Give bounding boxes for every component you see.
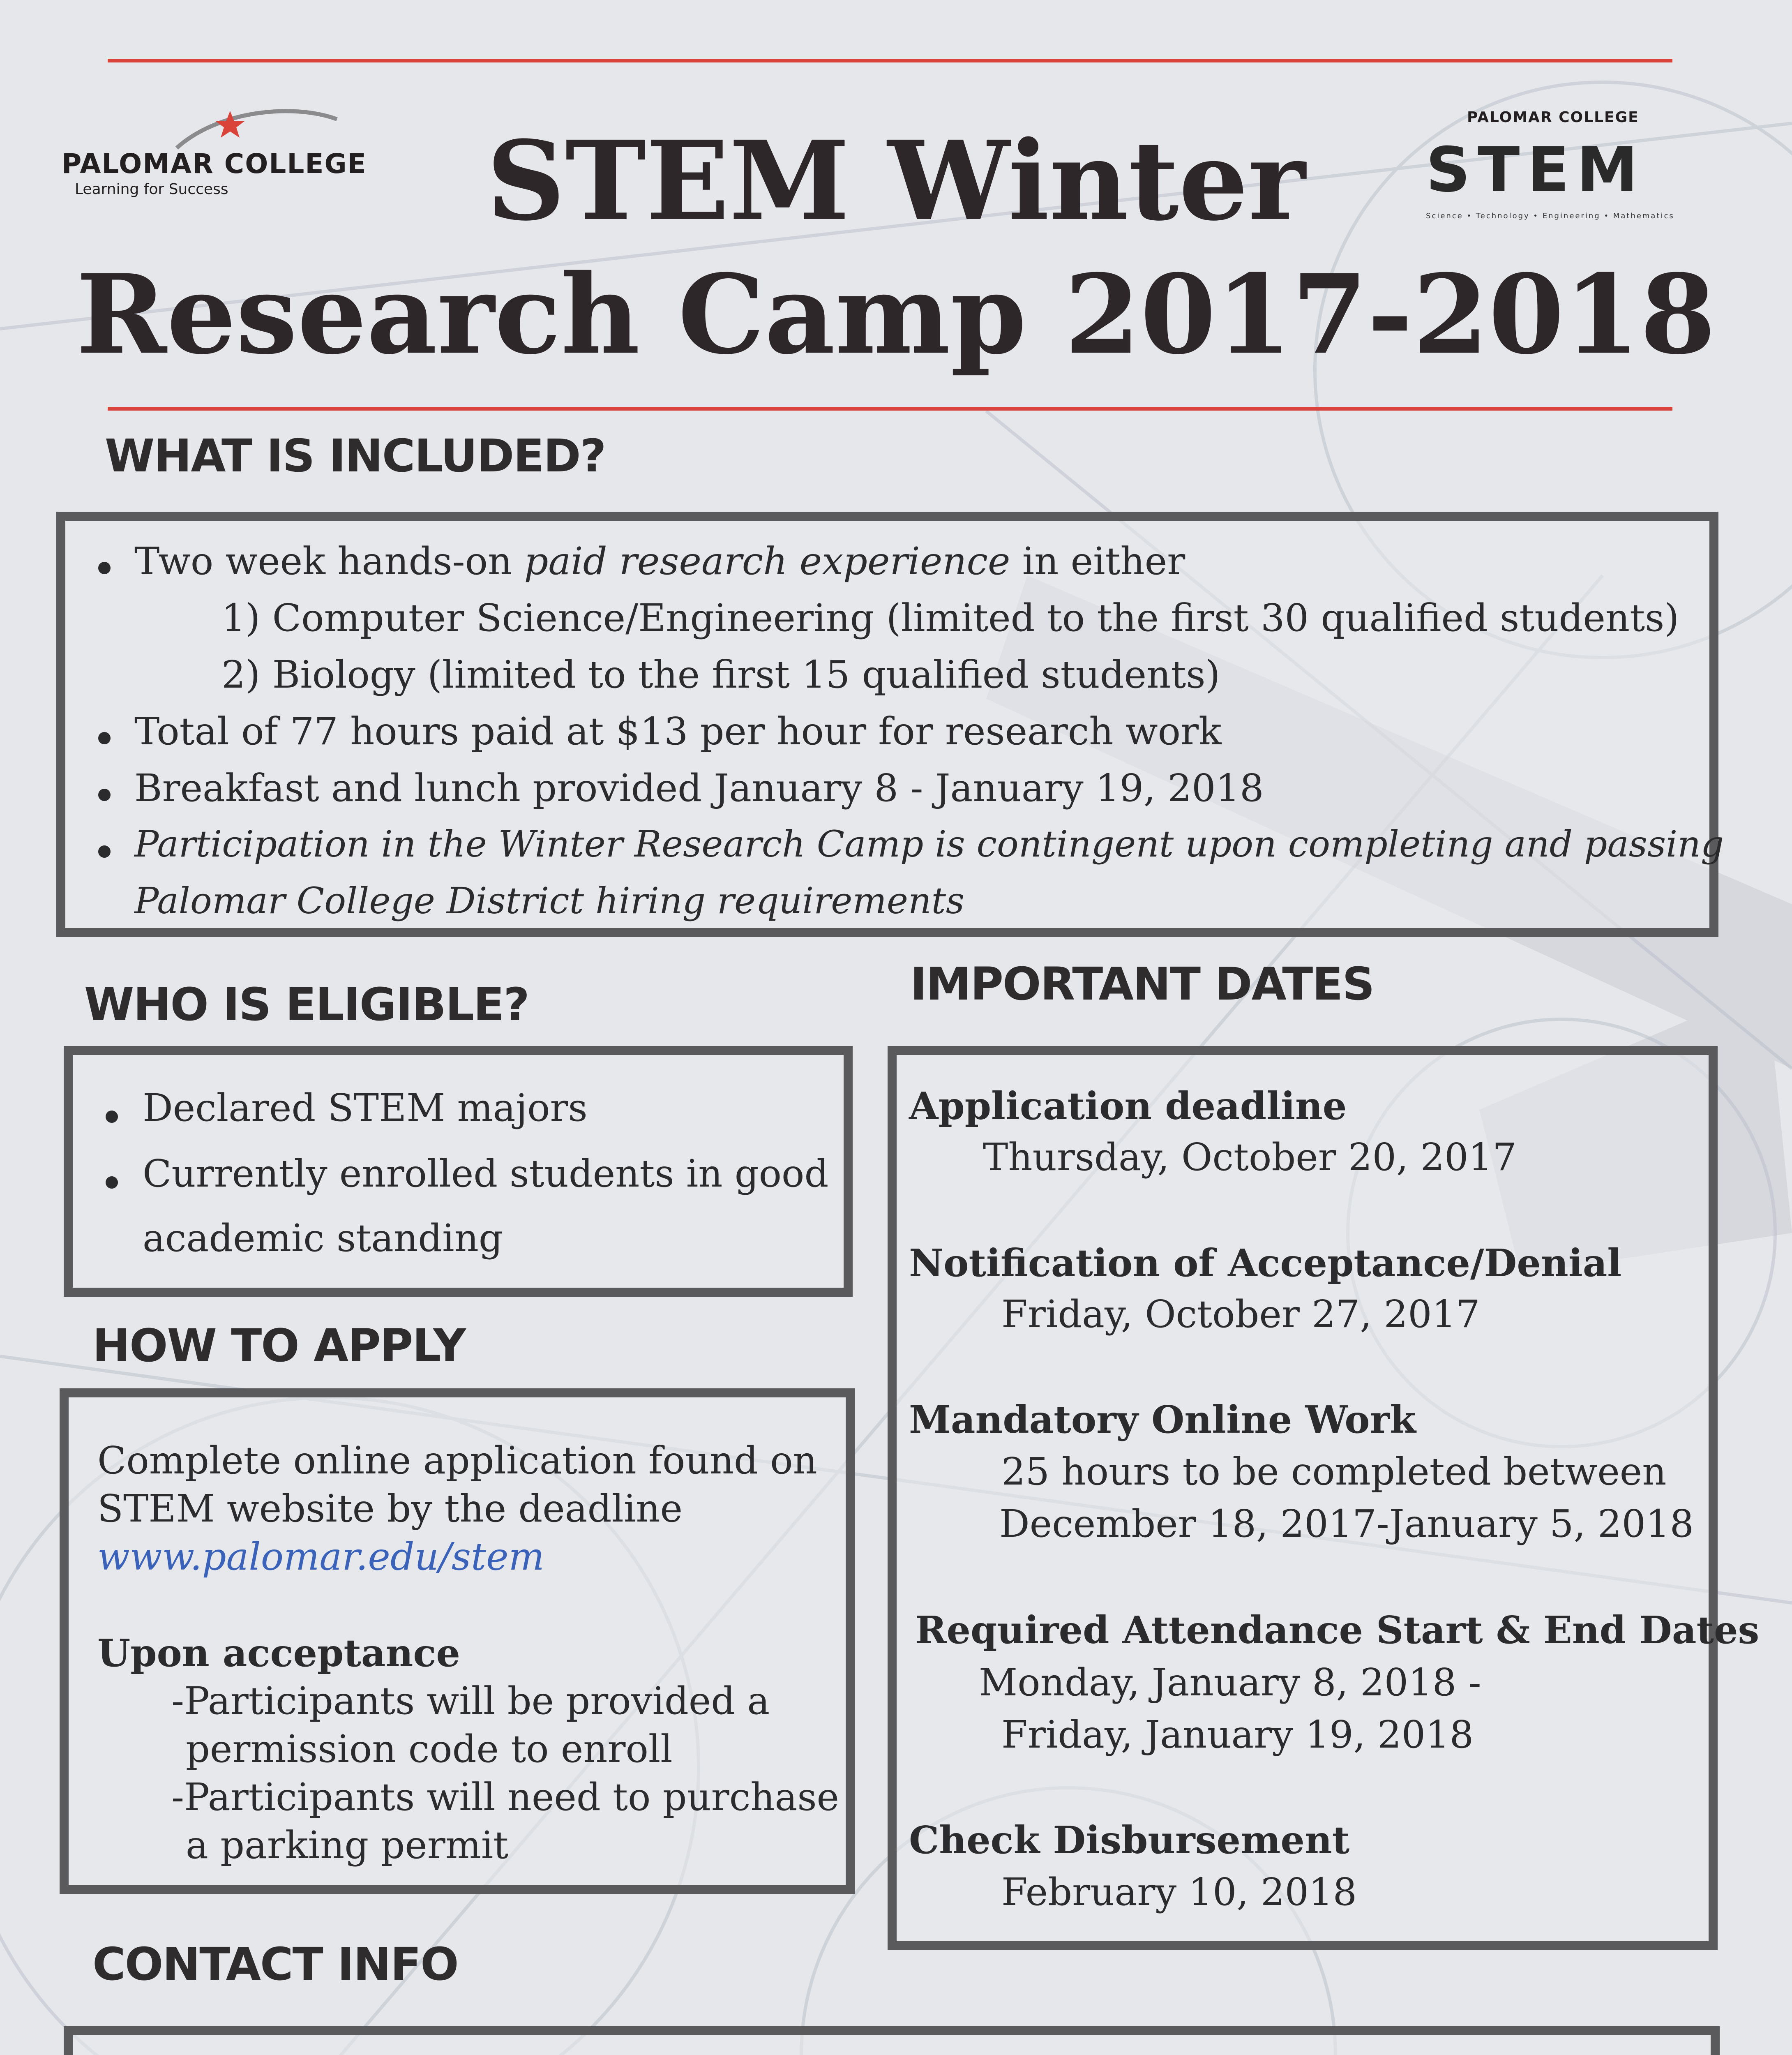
page-title-line1: STEM Winter xyxy=(486,117,1306,245)
bullet-icon xyxy=(106,1111,118,1123)
included-item-1-post: in either xyxy=(1010,539,1185,583)
included-item-3: Breakfast and lunch provided January 8 - January 19, 2018 xyxy=(134,766,1264,810)
apply-step-1-line1: -Participants will be provided a xyxy=(171,1679,770,1723)
apply-line-1: Complete online application found on xyxy=(97,1438,817,1482)
date-notification-label: Notification of Acceptance/Denial xyxy=(909,1241,1622,1285)
apply-step-2-line1: -Participants will need to purchase xyxy=(171,1775,839,1819)
included-heading: WHAT IS INCLUDED? xyxy=(105,429,606,482)
included-item-4-line1 xyxy=(134,823,1724,865)
included-sub-1: 1) Computer Science/Engineering (limited to the first 30 qualified students) xyxy=(221,596,1679,640)
bullet-icon xyxy=(98,845,111,858)
included-item-1 xyxy=(134,539,1185,583)
bullet-icon xyxy=(98,732,111,744)
apply-step-1-line2: permission code to enroll xyxy=(186,1727,673,1771)
date-attendance-value-1: Monday, January 8, 2018 - xyxy=(979,1660,1481,1704)
dates-heading: IMPORTANT DATES xyxy=(910,958,1374,1010)
included-item-4-line1-text: Participation in the Winter Research Camp is contingent upon completing and passing xyxy=(134,823,1724,865)
date-attendance-label: Required Attendance Start & End Dates xyxy=(915,1608,1760,1652)
apply-line-2: STEM website by the deadline xyxy=(97,1487,683,1531)
page-title-line2: Research Camp 2017-2018 xyxy=(76,251,1716,379)
included-item-2: Total of 77 hours paid at $13 per hour for research work xyxy=(134,709,1222,753)
included-item-1-pre: Two week hands-on xyxy=(134,539,524,583)
included-box xyxy=(56,512,1724,937)
eligible-heading: WHO IS ELIGIBLE? xyxy=(84,978,529,1031)
apply-step-2-line2: a parking permit xyxy=(186,1823,509,1867)
title-bottom-red-rule xyxy=(108,407,1672,411)
included-sub-2: 2) Biology (limited to the first 15 qualified students) xyxy=(221,653,1220,697)
date-online-work-label: Mandatory Online Work xyxy=(909,1397,1416,1442)
bullet-icon xyxy=(98,789,111,801)
date-online-work-value-2: December 18, 2017-January 5, 2018 xyxy=(999,1502,1694,1546)
acceptance-label: Upon acceptance xyxy=(97,1631,460,1675)
date-attendance-value-2: Friday, January 19, 2018 xyxy=(1001,1713,1474,1757)
dates-box xyxy=(888,1046,1760,1950)
apply-box xyxy=(60,1388,855,1894)
date-notification-value: Friday, October 27, 2017 xyxy=(1001,1292,1480,1336)
logo-college-name: PALOMAR COLLEGE xyxy=(62,148,367,180)
eligible-item-1: Declared STEM majors xyxy=(143,1086,588,1130)
date-application-label: Application deadline xyxy=(909,1084,1347,1128)
contact-heading: CONTACT INFO xyxy=(92,1938,458,1990)
date-check-value: February 10, 2018 xyxy=(1001,1870,1357,1914)
bullet-icon xyxy=(98,562,111,574)
eligible-item-2-line1: Currently enrolled students in good xyxy=(143,1152,829,1196)
contact-box xyxy=(64,2026,1720,2055)
date-online-work-value-1: 25 hours to be completed between xyxy=(1001,1450,1667,1494)
apply-heading: HOW TO APPLY xyxy=(92,1319,466,1372)
bullet-icon xyxy=(106,1176,118,1189)
included-item-4-line2 xyxy=(134,880,964,922)
stem-website-link[interactable]: www.palomar.edu/stem xyxy=(97,1535,544,1579)
stem-logo-wordmark-text: STEM xyxy=(1426,134,1646,206)
date-application-value: Thursday, October 20, 2017 xyxy=(983,1135,1517,1179)
date-check-label: Check Disbursement xyxy=(909,1818,1350,1862)
stem-logo-caption: PALOMAR COLLEGE xyxy=(1467,109,1639,126)
stem-logo-subline: Science • Technology • Engineering • Mathematics xyxy=(1426,212,1674,220)
logo-tagline: Learning for Success xyxy=(75,181,228,198)
included-item-1-italic: paid research experience xyxy=(524,539,1010,583)
included-item-4-line2-text: Palomar College District hiring requirements xyxy=(134,880,965,922)
eligible-item-2-line2: academic standing xyxy=(143,1216,503,1260)
eligible-box xyxy=(64,1046,853,1297)
top-red-rule xyxy=(108,59,1672,62)
